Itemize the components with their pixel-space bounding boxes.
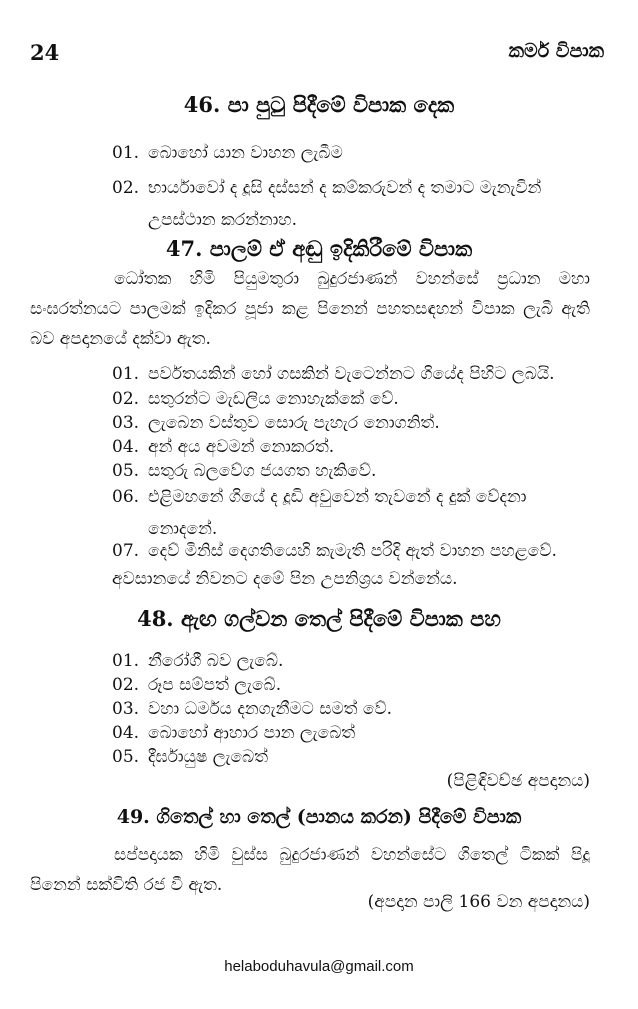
list-item [112, 723, 355, 743]
list-item [112, 364, 555, 384]
item-text: බොහෝ යාන වාහන ලැබීම [148, 143, 343, 163]
list-item [112, 747, 268, 767]
closing-line: අවසානයේ නිවනට දමේ පින උපනිශ්‍රය වන්නේය. [112, 569, 458, 589]
section-heading-46 [0, 92, 638, 118]
heading-number: 46. [183, 92, 221, 117]
item-text: අන් අය අවමන් නොකරත්. [148, 437, 335, 457]
list-item [112, 413, 440, 433]
heading-text: ගිතෙල් හා තෙල් (පානය කරන) පිදීමේ විපාක [156, 806, 522, 828]
list-item [112, 541, 557, 561]
item-number: 01. [112, 143, 140, 163]
item-number: 01. [112, 364, 140, 384]
item-number: 03. [112, 413, 140, 433]
item-text: සතුරන්ට මැඩලිය නොහැක්කේ වේ. [148, 389, 399, 409]
list-item [112, 699, 392, 719]
source-citation: (අපදාන පාලි 166 වන අපදානය) [367, 892, 590, 912]
item-text: රූප සම්පත් ලැබේ. [148, 675, 282, 695]
item-text: නීරෝගී බව ලැබේ. [148, 651, 284, 671]
heading-number: 49. [116, 806, 150, 828]
item-text: එළිමහනේ ගියේ ද දූඩි අවුවෙන් තැවනේ ද දුක් වේදනා [148, 487, 527, 507]
paragraph-text: ධෝතක හිමි පියුමතුරා බුදුරජාණන් වහන්සේ ප්‍රධාන මහා සංඝරත්නයට පාලමක් ඉදිකර පූජා කළ පිනෙන් පහතසඳහන් විපාක ලැබී ඇති බව අපදානයේ දක්වා ඇත. [30, 269, 590, 349]
item-number: 01. [112, 651, 140, 671]
list-item [112, 481, 592, 545]
item-number: 05. [112, 747, 140, 767]
item-number: 07. [112, 541, 140, 561]
heading-text: පාලම් ඒ අඬු ඉදිකිරීමේ විපාක [209, 236, 473, 261]
item-number: 02. [112, 178, 140, 198]
list-item [112, 437, 334, 457]
list-item [112, 389, 399, 409]
list-item [112, 651, 283, 671]
item-number: 06. [112, 487, 140, 507]
running-title: කර්ම විපාක [508, 40, 604, 62]
source-citation: (පිළිඳිවච්ඡ අපදානය) [446, 771, 590, 791]
list-item [112, 675, 281, 695]
section-heading-48 [0, 606, 638, 632]
item-text: වහා ධර්මය දනගැනීමට සමත් වේ. [148, 699, 393, 719]
item-text-continued: නොදනේ. [148, 519, 218, 539]
item-number: 05. [112, 461, 140, 481]
list-item [112, 172, 592, 236]
item-number: 04. [112, 437, 140, 457]
item-text-continued: උපස්ථාන කරන්නාහ. [148, 210, 298, 230]
item-text: බොහෝ ආහාර පාන ලැබෙත් [148, 723, 356, 743]
item-text: සතුරු බලවේග ජයගත හැකිවේ. [148, 461, 377, 481]
item-number: 02. [112, 675, 140, 695]
item-text: පර්වතයකින් හෝ ගසකින් වැටෙන්නට ගියේද පිහිට ලබයි. [148, 364, 555, 384]
item-text: ලැබෙන වස්තුව සොරු පැහැර නොගනිත්. [148, 413, 440, 433]
item-text: භාර්යාවෝ ද දූසි දස්සන් ද කම්කරුවන් ද තමාට මැනැවින් [148, 178, 542, 198]
item-text: දීර්ඝායුෂ ලැබෙත් [148, 747, 269, 767]
section-heading-49 [0, 806, 638, 828]
item-number: 03. [112, 699, 140, 719]
item-number: 02. [112, 389, 140, 409]
list-item [112, 461, 376, 481]
section-heading-47 [0, 236, 638, 262]
heading-text: පා පුටු පිදීමේ විපාක දෙක [227, 92, 455, 117]
heading-text: ඇඟ ගල්වන තෙල් පිදීමේ විපාක පහ [180, 606, 501, 631]
item-number: 04. [112, 723, 140, 743]
list-item [112, 143, 343, 163]
heading-number: 48. [137, 606, 174, 631]
heading-number: 47. [165, 236, 203, 261]
item-text: දෙව් මිනිස් දෙගතියෙහි කැමැති පරිදි ඇත් වාහන පහළවේ. [148, 541, 557, 561]
footer-email: helaboduhavula@gmail.com [224, 958, 414, 975]
paragraph-text: සප්පදායක හිමි වුස්ස බුදුරජාණන් වහන්සේට ගිතෙල් ටිකක් පිදූ පිනෙන් සක්විති රජ වී ඇත. [30, 845, 590, 895]
paragraph [30, 264, 590, 354]
paragraph [30, 840, 590, 900]
page-number: 24 [30, 40, 60, 65]
